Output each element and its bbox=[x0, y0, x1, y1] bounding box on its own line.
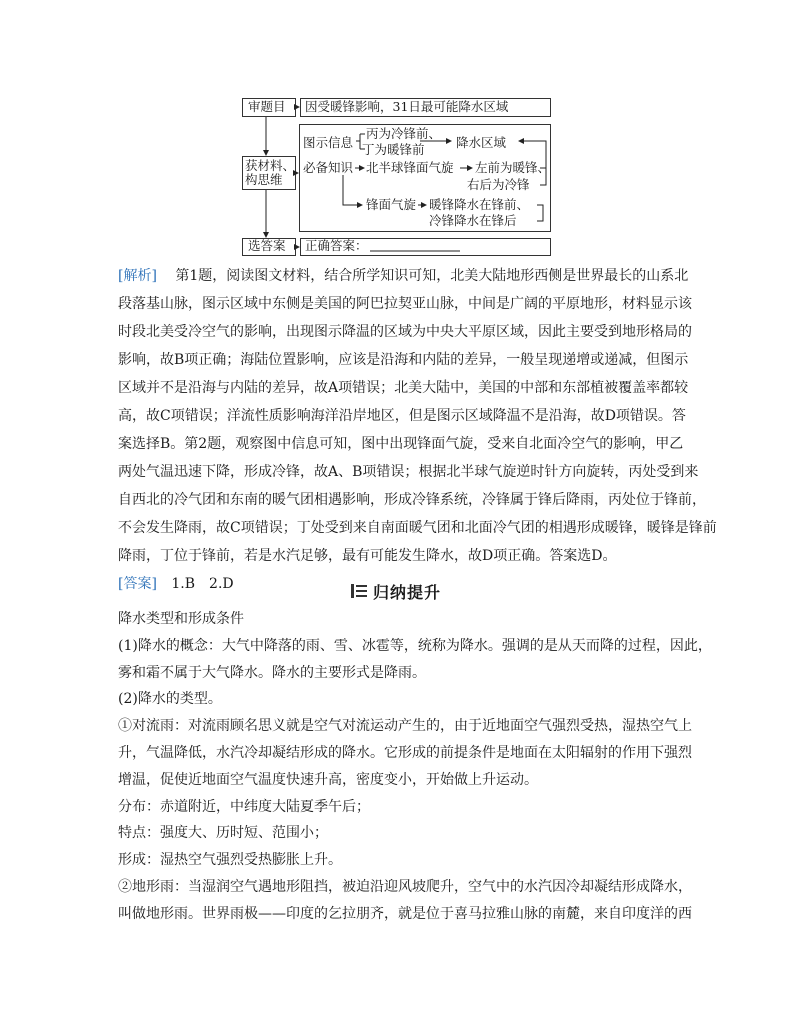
answer-tag: [答案] bbox=[118, 576, 157, 592]
bracket-info bbox=[356, 134, 365, 149]
summary-section bbox=[118, 606, 712, 928]
summary-line: (2)降水的类型。 bbox=[118, 691, 222, 708]
info-label: 图示信息 bbox=[303, 135, 354, 150]
rain-area: 降水区域 bbox=[456, 135, 507, 150]
cyclone-text: 北半球锋面气旋 bbox=[366, 160, 454, 175]
info-line1: 丙为冷锋前、 bbox=[366, 126, 442, 141]
answer-label: 选答案 bbox=[248, 238, 286, 253]
analysis-line: 不会发生降雨，故C项错误；丁处受到来自南面暖气团和北面冷气团的相遇形成暖锋，暖锋是锋前 bbox=[118, 520, 717, 536]
return-line-to-rain-area bbox=[519, 141, 546, 176]
section-heading bbox=[351, 579, 441, 603]
summary-line: 形成：湿热空气强烈受热膨胀上升。 bbox=[118, 852, 342, 869]
analysis-line: 影响，故B项正确；海陆位置影响，应该是沿海和内陆的差异，一般呈现递增或递减，但图示 bbox=[118, 352, 689, 368]
analysis-line: 降雨，丁位于锋前，若是水汽足够，最有可能发生降水，故D项正确。答案选D。 bbox=[118, 548, 617, 564]
analysis-line: 时段北美受冷空气的影响，出现图示降温的区域为中央大平原区域，因此主要受到地形格局的 bbox=[118, 324, 692, 340]
analysis-line: 段落基山脉，图示区域中东侧是美国的阿巴拉契亚山脉，中间是广阔的平原地形，材料显示该 bbox=[118, 296, 692, 312]
summary-line: 降水类型和形成条件 bbox=[118, 611, 244, 627]
analysis-tag: [解析] bbox=[118, 268, 157, 284]
review-label: 审题目 bbox=[248, 99, 286, 114]
summary-line: 雾和霜不属于大气降水。降水的主要形式是降雨。 bbox=[118, 664, 426, 681]
summary-line: ①对流雨：对流雨顾名思义就是空气对流运动产生的，由于近地面空气强烈受热，湿热空气上 bbox=[118, 718, 692, 735]
answer-text: 正确答案： bbox=[305, 238, 368, 253]
analysis-line: 两处气温迅速下降，形成冷锋，故A、B项错误；根据北半球气旋逆时针方向旋转，丙处受到来 bbox=[118, 464, 699, 480]
analysis-line: 自西北的冷气团和东南的暖气团相遇影响，形成冷锋系统，冷锋属于锋后降雨，丙处位于锋前， bbox=[118, 492, 706, 508]
analysis-line: 案选择B。第2题，观察图中信息可知，图中出现锋面气旋，受来自北面冷空气的影响，甲乙 bbox=[118, 436, 684, 452]
section-heading-text: 归纳提升 bbox=[373, 582, 442, 602]
left-right-line1: 左前为暖锋、 bbox=[475, 160, 551, 175]
analysis-paragraph bbox=[118, 262, 717, 598]
answer-text: 1.B 2.D bbox=[171, 576, 234, 592]
diagram-connectors bbox=[0, 0, 794, 270]
knowledge-label: 必备知识 bbox=[303, 160, 354, 175]
summary-line: 叫做地形雨。世界雨极——印度的乞拉朋齐，就是位于喜马拉雅山脉的南麓，来自印度洋的西 bbox=[118, 905, 692, 922]
list-icon bbox=[351, 583, 367, 599]
front-cyclone-text: 锋面气旋 bbox=[366, 197, 417, 212]
summary-line: 升，气温降低，水汽冷却凝结形成的降水。它形成的前提条件是地面在太阳辐射的作用下强烈 bbox=[118, 744, 692, 761]
summary-line: (1)降水的概念：大气中降落的雨、雪、冰雹等，统称为降水。强调的是从天而降的过程，因此， bbox=[118, 637, 712, 654]
gather-label-line1: 获材料、 bbox=[245, 158, 296, 173]
vline-knowledge-down bbox=[343, 175, 362, 205]
summary-line: 增温，促使近地面空气温度快速升高，密度变小，开始做上升运动。 bbox=[118, 771, 538, 788]
analysis-line: 高，故C项错误；洋流性质影响海洋沿岸地区，但是图示区域降温不是沿海，故D项错误。答 bbox=[118, 408, 686, 424]
summary-line: 特点：强度大、历时短、范围小； bbox=[118, 825, 328, 842]
gather-label-line2: 构思维 bbox=[245, 172, 283, 187]
bracket-leftright bbox=[540, 168, 546, 185]
rain-line2: 冷锋降水在锋后 bbox=[429, 213, 517, 228]
left-right-line2: 右后为冷锋 bbox=[467, 177, 530, 192]
rain-line1: 暖锋降水在锋前、 bbox=[429, 197, 530, 212]
info-line2: 丁为暖锋前 bbox=[362, 142, 425, 157]
analysis-line-text: 第1题，阅读图文材料，结合所学知识可知，北美大陆地形西侧是世界最长的山系北 bbox=[175, 268, 689, 284]
summary-line: 分布：赤道附近，中纬度大陆夏季午后； bbox=[118, 798, 370, 815]
bracket-rain bbox=[537, 205, 543, 221]
analysis-line bbox=[118, 262, 689, 290]
summary-line: ②地形雨：当湿润空气遇地形阻挡，被迫沿迎风坡爬升，空气中的水汽因冷却凝结形成降水， bbox=[118, 878, 692, 895]
review-text: 因受暖锋影响，31日最可能降水区域 bbox=[305, 99, 509, 114]
analysis-line: 区域并不是沿海与内陆的差异，故A项错误；北美大陆中，美国的中部和东部植被覆盖率都较 bbox=[118, 380, 689, 396]
